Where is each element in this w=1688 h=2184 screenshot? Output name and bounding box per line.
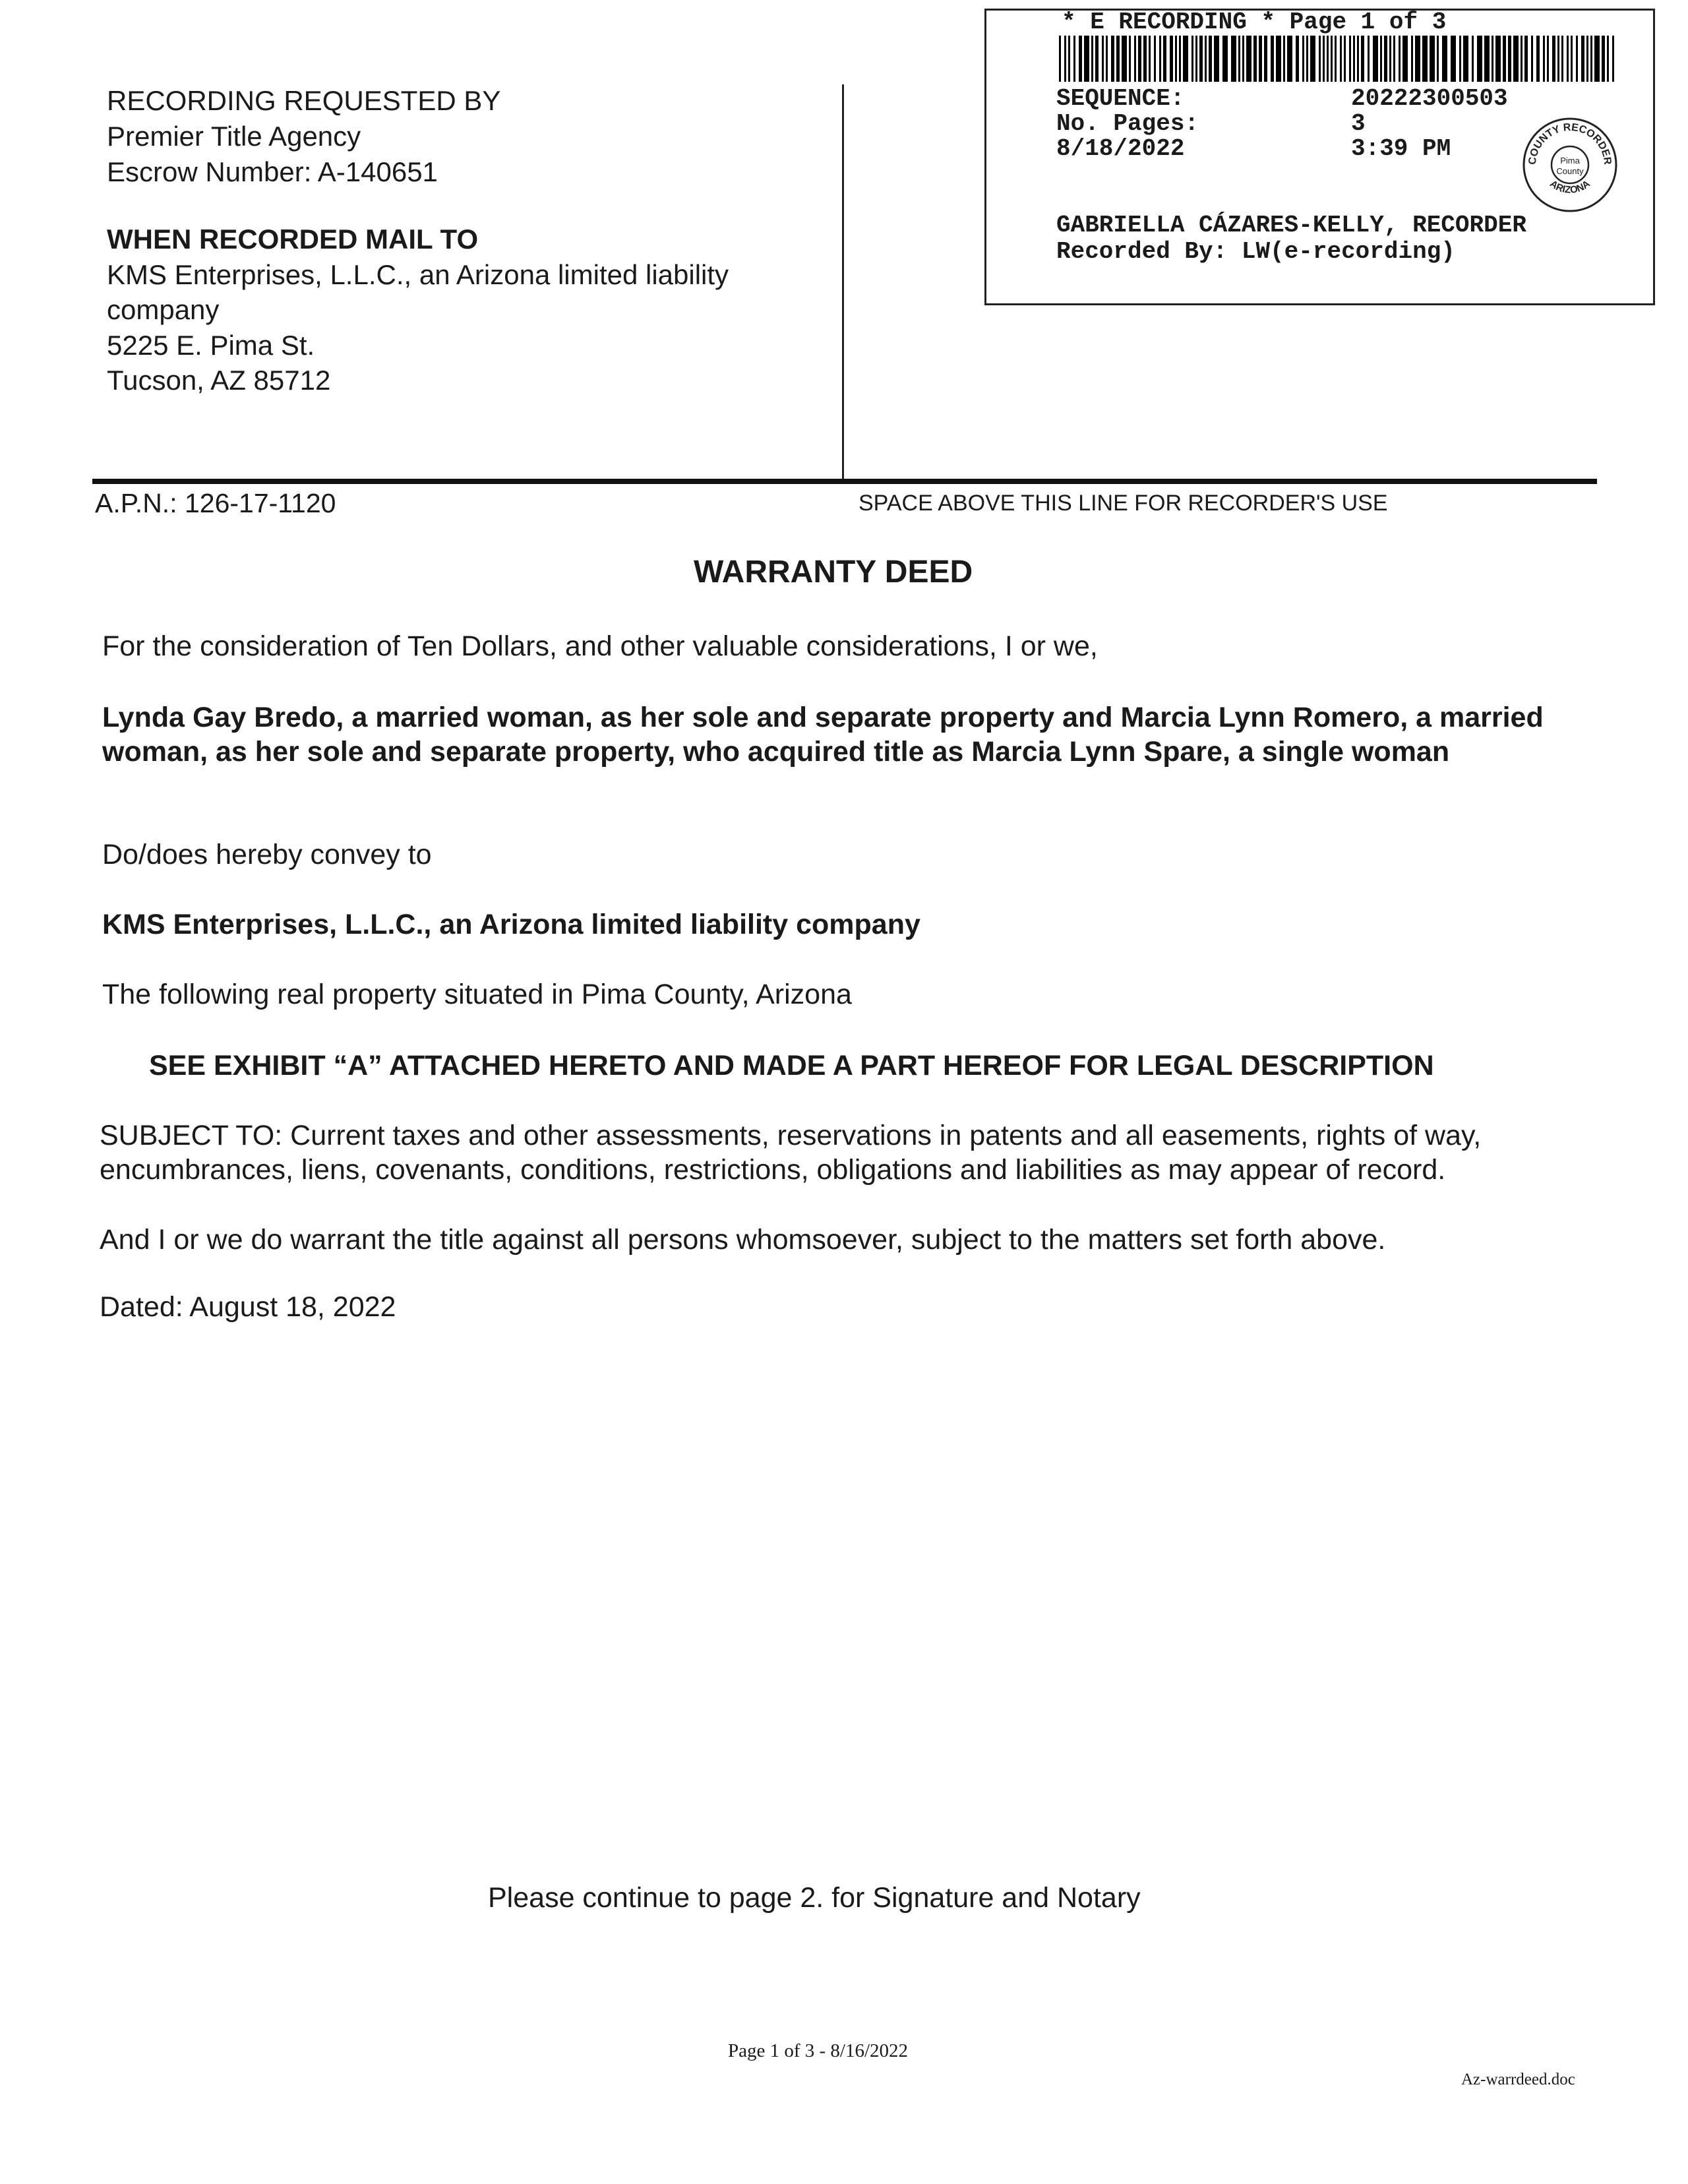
mail-to-heading: WHEN RECORDED MAIL TO (107, 224, 479, 255)
exhibit-text: SEE EXHIBIT “A” ATTACHED HERETO AND MADE A PART HEREOF FOR LEGAL DESCRIPTION (149, 1050, 1434, 1081)
property-text: The following real property situated in Pima County, Arizona (102, 979, 852, 1010)
document-title: WARRANTY DEED (694, 555, 973, 590)
consideration-text: For the consideration of Ten Dollars, and other valuable considerations, I or we, (102, 630, 1098, 662)
svg-text:Pima: Pima (1560, 156, 1580, 166)
convey-text: Do/does hereby convey to (102, 839, 432, 870)
mail-to-street: 5225 E. Pima St. (107, 330, 315, 361)
escrow-number: Escrow Number: A-140651 (107, 156, 438, 187)
county-recorder-seal (1521, 116, 1619, 214)
sequence-value: 20222300503 (1351, 85, 1508, 112)
pages-label: No. Pages: (1056, 110, 1199, 137)
recording-time: 3:39 PM (1351, 135, 1451, 162)
grantors-text: Lynda Gay Bredo, a married woman, as her sole and separate property and Marcia Lynn Romero, a married woman, as her sole and separate property, who acquired title as Marcia Lynn Spare, a single woman (102, 702, 1544, 768)
page-footer: Page 1 of 3 - 8/16/2022 (728, 2040, 909, 2061)
svg-text:County: County (1556, 166, 1584, 176)
sequence-label: SEQUENCE: (1056, 85, 1185, 112)
continue-note: Please continue to page 2. for Signature and Notary (488, 1882, 1141, 1914)
recording-requested-heading: RECORDING REQUESTED BY (107, 85, 501, 116)
header-vertical-divider (842, 84, 844, 484)
svg-text:COUNTY RECORDER: COUNTY RECORDER (1526, 121, 1613, 166)
requesting-agency: Premier Title Agency (107, 121, 361, 152)
grantee-text: KMS Enterprises, L.L.C., an Arizona limited liability company (102, 909, 920, 940)
recorder-name: GABRIELLA CÁZARES-KELLY, RECORDER (1056, 212, 1526, 239)
document-filename: Az-warrdeed.doc (1461, 2071, 1575, 2088)
subject-to-text: SUBJECT TO: Current taxes and other assessments, reservations in patents and all easements, rights of way, encumbrances, liens, covenants, conditions, restrictions, obligations and liabilities as may appear of record. (100, 1120, 1482, 1186)
warrant-text: And I or we do warrant the title against all persons whomsoever, subject to the matters set forth above. (100, 1224, 1386, 1256)
recorded-by: Recorded By: LW(e-recording) (1056, 238, 1455, 265)
barcode-image (1059, 36, 1615, 82)
mail-to-name-line1: KMS Enterprises, L.L.C., an Arizona limited liability (107, 259, 729, 290)
recording-date: 8/18/2022 (1056, 135, 1185, 162)
recorder-space-rule (92, 479, 1597, 484)
recorder-use-note: SPACE ABOVE THIS LINE FOR RECORDER'S USE (859, 491, 1388, 516)
dated-text: Dated: August 18, 2022 (100, 1291, 396, 1323)
svg-text:ARIZONA: ARIZONA (1548, 178, 1592, 196)
mail-to-name-line2: company (107, 294, 220, 325)
recording-stamp-header: * E RECORDING * Page 1 of 3 (1062, 9, 1447, 36)
pages-value: 3 (1351, 110, 1366, 137)
apn: A.P.N.: 126-17-1120 (95, 488, 336, 518)
mail-to-city: Tucson, AZ 85712 (107, 365, 331, 396)
